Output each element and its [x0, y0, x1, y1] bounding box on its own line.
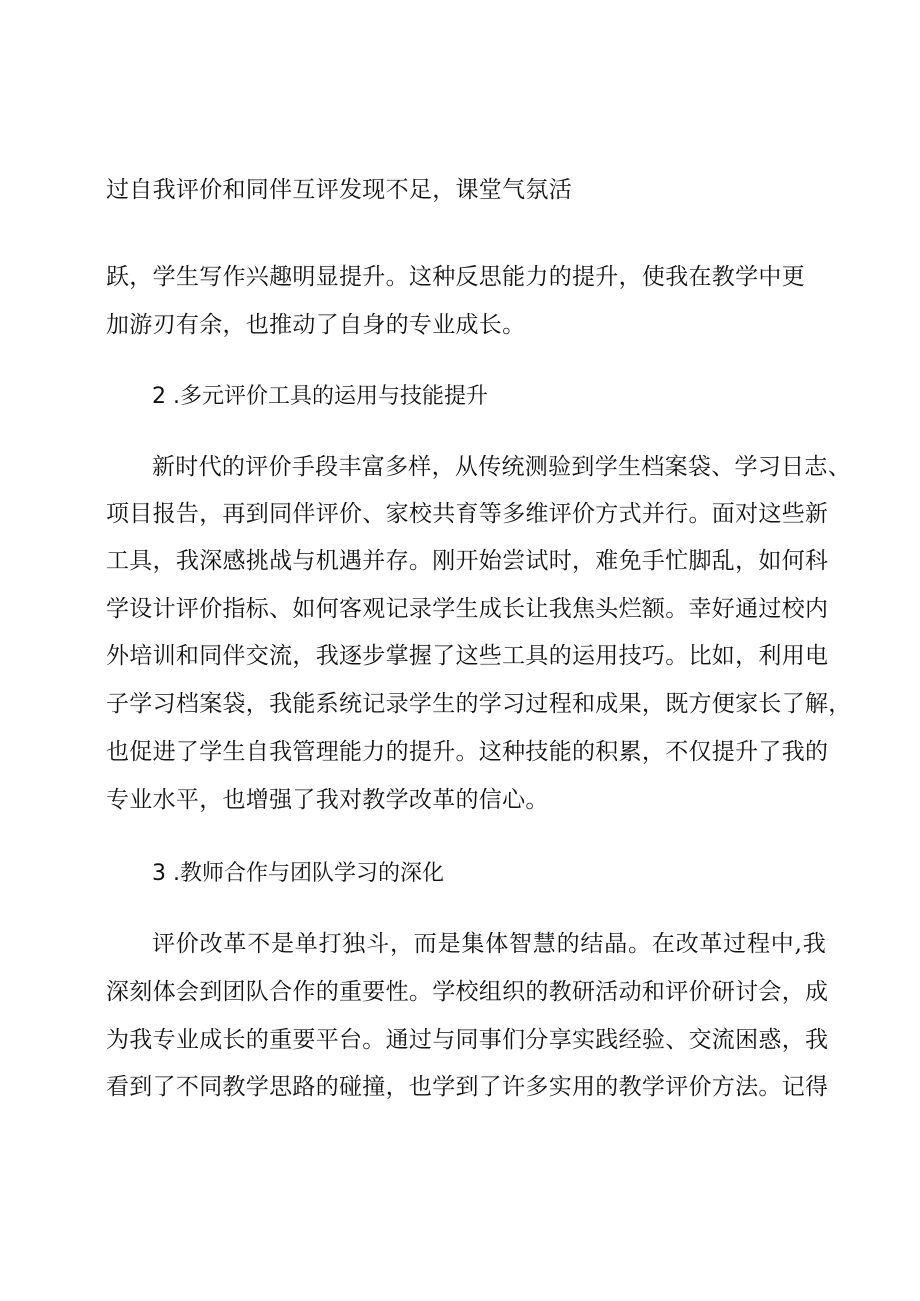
paragraph-line: 专业水平，也增强了我对教学改革的信心。	[106, 787, 549, 813]
paragraph-line: 为我专业成长的重要平台。通过与同事们分享实践经验、交流困惑，我	[106, 1027, 829, 1053]
section-heading: 3 .教师合作与团队学习的深化	[152, 861, 444, 886]
paragraph-line: 工具，我深感挑战与机遇并存。刚开始尝试时，难免手忙脚乱，如何科	[106, 548, 829, 574]
paragraph-line: 新时代的评价手段丰富多样，从传统测验到学生档案袋、学习日志、	[152, 454, 851, 480]
paragraph-line: 子学习档案袋，我能系统记录学生的学习过程和成果，既方便家长了解，	[106, 691, 852, 717]
paragraph-line: 加游刃有余，也推动了自身的专业成长。	[106, 312, 526, 338]
paragraph-line: 跃，学生写作兴趣明显提升。这种反思能力的提升，使我在教学中更	[106, 264, 805, 290]
paragraph-line: 看到了不同教学思路的碰撞，也学到了许多实用的教学评价方法。记得	[106, 1074, 829, 1100]
paragraph-line: 也促进了学生自我管理能力的提升。这种技能的积累，不仅提升了我的	[106, 739, 829, 765]
paragraph-line: 项目报告，再到同伴评价、家校共育等多维评价方式并行。面对这些新	[106, 501, 829, 527]
paragraph-line: 学设计评价指标、如何客观记录学生成长让我焦头烂额。幸好通过校内	[106, 596, 829, 622]
paragraph-line: 评价改革不是单打独斗，而是集体智慧的结晶。在改革过程中,我	[152, 931, 826, 957]
paragraph-line: 过自我评价和同伴互评发现不足，课堂气氛活	[106, 177, 572, 203]
paragraph-line: 深刻体会到团队合作的重要性。学校组织的教研活动和评价研讨会，成	[106, 979, 829, 1005]
section-heading: 2 .多元评价工具的运用与技能提升	[152, 384, 488, 409]
paragraph-line: 外培训和同伴交流，我逐步掌握了这些工具的运用技巧。比如，利用电	[106, 643, 829, 669]
